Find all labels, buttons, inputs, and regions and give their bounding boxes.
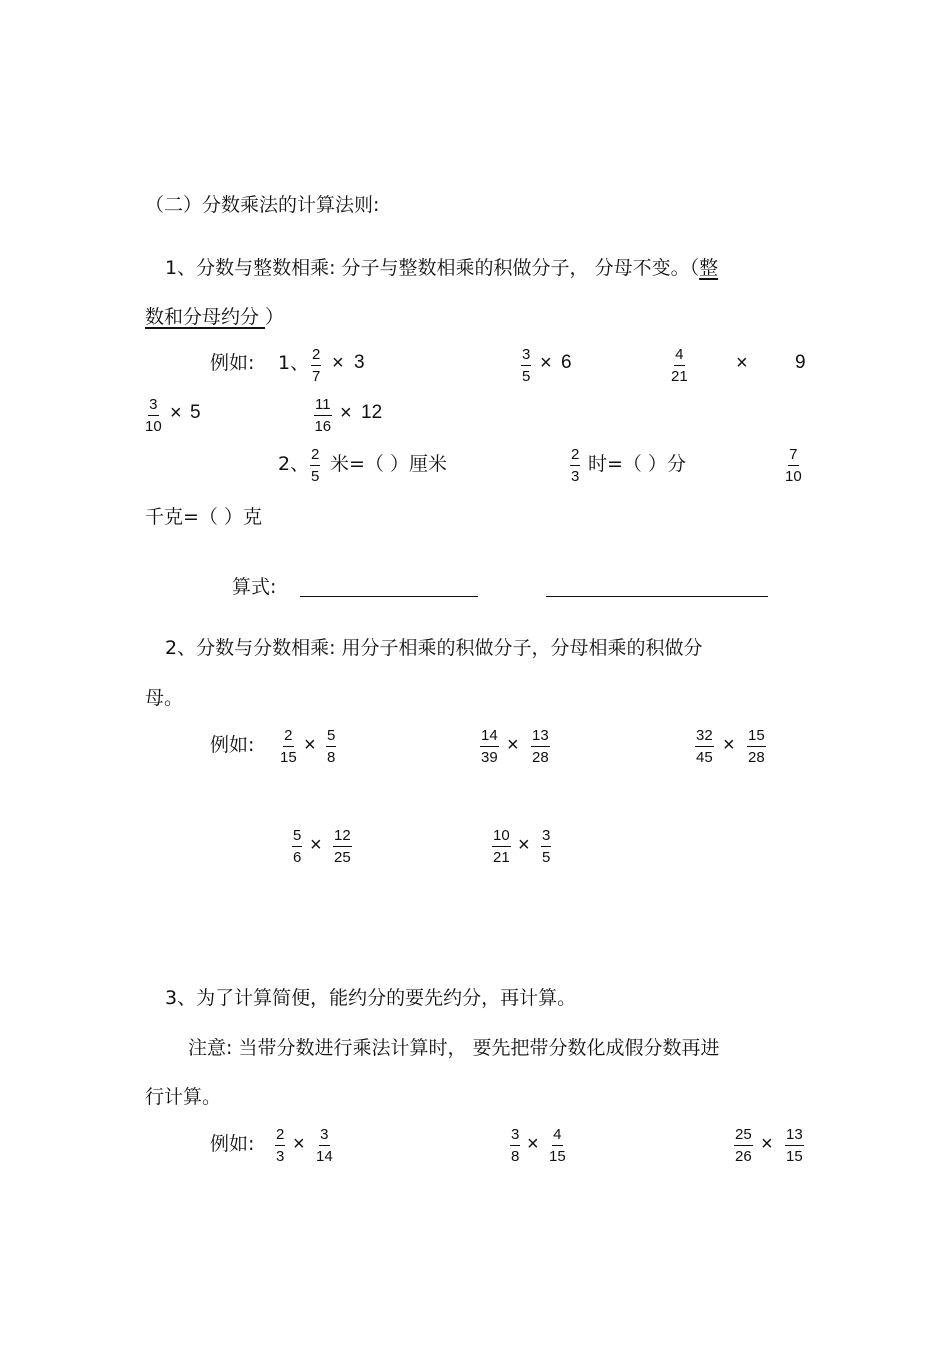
times-sign: × xyxy=(332,352,344,374)
times-sign: × xyxy=(507,734,519,756)
fraction xyxy=(785,446,802,485)
rule3-text: 3、为了计算简便，能约分的要先约分，再计算。 xyxy=(165,987,577,1009)
numerator: 10 xyxy=(492,827,511,847)
denominator: 16 xyxy=(314,418,332,435)
numerator: 12 xyxy=(333,827,352,847)
fraction xyxy=(145,396,162,435)
denominator: 14 xyxy=(316,1148,333,1165)
fraction xyxy=(326,727,336,766)
denominator: 8 xyxy=(327,749,336,766)
rule2-example-label: 例如: xyxy=(210,734,255,756)
denominator: 3 xyxy=(276,1148,285,1165)
rule1-text xyxy=(165,256,718,280)
numerator: 3 xyxy=(541,827,551,847)
formula-blank xyxy=(546,596,768,597)
times-sign: × xyxy=(761,1133,773,1155)
numerator: 3 xyxy=(148,396,158,416)
denominator: 39 xyxy=(481,749,498,766)
times-sign: × xyxy=(540,352,552,374)
rule1-example-index-2: 2、 xyxy=(278,453,310,475)
rule1-text-a: 1、分数与整数相乘: 分子与整数相乘的积做分子， 分母不变。（ xyxy=(165,257,700,279)
rule2-text-cont: 母。 xyxy=(145,687,184,709)
times-sign: × xyxy=(527,1133,539,1155)
denominator: 28 xyxy=(532,749,549,766)
numerator: 11 xyxy=(314,396,332,416)
fraction xyxy=(292,827,302,866)
fraction xyxy=(310,446,320,485)
rule2-text: 2、分数与分数相乘: 用分子相乘的积做分子，分母相乘的积做分 xyxy=(165,637,703,659)
numerator: 2 xyxy=(310,446,320,466)
rule1-text-b: ） xyxy=(265,306,285,328)
fraction xyxy=(314,396,332,435)
numerator: 32 xyxy=(695,727,714,747)
numerator: 5 xyxy=(326,727,336,747)
numerator: 15 xyxy=(747,727,766,747)
integer: 6 xyxy=(561,352,572,373)
denominator: 15 xyxy=(786,1148,803,1165)
fraction xyxy=(275,1126,285,1165)
numerator: 2 xyxy=(570,446,580,466)
numerator: 4 xyxy=(674,346,684,366)
times-sign: × xyxy=(723,734,735,756)
fraction xyxy=(521,346,531,385)
rule3-note-cont: 行计算。 xyxy=(145,1086,222,1108)
rule1-example-index-1: 1、 xyxy=(278,352,310,374)
times-sign: × xyxy=(293,1133,305,1155)
denominator: 15 xyxy=(549,1148,566,1165)
denominator: 28 xyxy=(748,749,765,766)
denominator: 5 xyxy=(311,468,320,485)
rule1-text-cont xyxy=(145,305,284,329)
integer: 9 xyxy=(795,352,806,373)
times-sign: × xyxy=(518,834,530,856)
rule1-underline-a: 整 xyxy=(699,257,719,279)
times-sign: × xyxy=(170,402,182,424)
numerator: 3 xyxy=(319,1126,329,1146)
times-sign: × xyxy=(310,834,322,856)
rule1-example-label: 例如: xyxy=(210,352,255,374)
formula-blank xyxy=(300,596,478,597)
section-title: （二）分数乘法的计算法则: xyxy=(145,194,380,216)
numerator: 25 xyxy=(734,1126,753,1146)
denominator: 15 xyxy=(280,749,297,766)
numerator: 5 xyxy=(292,827,302,847)
fraction xyxy=(311,346,321,385)
fraction xyxy=(734,1126,753,1165)
conversion-text: 时=（ ）分 xyxy=(588,453,686,475)
fraction xyxy=(510,1126,520,1165)
times-sign: × xyxy=(304,734,316,756)
numerator: 13 xyxy=(531,727,550,747)
numerator: 2 xyxy=(275,1126,285,1146)
denominator: 21 xyxy=(671,368,688,385)
numerator: 3 xyxy=(510,1126,520,1146)
denominator: 26 xyxy=(735,1148,752,1165)
fraction xyxy=(316,1126,333,1165)
denominator: 7 xyxy=(312,368,321,385)
numerator: 3 xyxy=(521,346,531,366)
numerator: 2 xyxy=(283,727,293,747)
fraction xyxy=(280,727,297,766)
times-sign: × xyxy=(340,402,352,424)
denominator: 3 xyxy=(571,468,580,485)
fraction xyxy=(333,827,352,866)
numerator: 7 xyxy=(788,446,798,466)
numerator: 13 xyxy=(785,1126,804,1146)
fraction xyxy=(549,1126,566,1165)
numerator: 2 xyxy=(311,346,321,366)
numerator: 14 xyxy=(480,727,499,747)
rule3-example-label: 例如: xyxy=(210,1133,255,1155)
rule1-underline-b: 数和分母约分 xyxy=(145,306,266,328)
numerator: 4 xyxy=(552,1126,562,1146)
rule3-note: 注意: 当带分数进行乘法计算时， 要先把带分数化成假分数再进 xyxy=(188,1037,720,1059)
denominator: 6 xyxy=(293,849,302,866)
denominator: 45 xyxy=(696,749,713,766)
integer: 5 xyxy=(190,402,201,423)
fraction xyxy=(695,727,714,766)
fraction xyxy=(480,727,499,766)
fraction xyxy=(747,727,766,766)
conversion-text: 千克=（ ）克 xyxy=(145,506,262,528)
denominator: 10 xyxy=(785,468,802,485)
integer: 3 xyxy=(354,352,365,373)
conversion-text: 米=（ ）厘米 xyxy=(330,453,447,475)
denominator: 5 xyxy=(522,368,531,385)
denominator: 21 xyxy=(493,849,510,866)
integer: 12 xyxy=(361,402,383,423)
fraction xyxy=(541,827,551,866)
fraction xyxy=(785,1126,804,1165)
denominator: 10 xyxy=(145,418,162,435)
fraction xyxy=(570,446,580,485)
fraction xyxy=(671,346,688,385)
denominator: 25 xyxy=(334,849,351,866)
fraction xyxy=(531,727,550,766)
formula-label: 算式: xyxy=(232,576,277,598)
times-sign: × xyxy=(736,352,748,374)
denominator: 5 xyxy=(542,849,551,866)
fraction xyxy=(492,827,511,866)
denominator: 8 xyxy=(511,1148,520,1165)
